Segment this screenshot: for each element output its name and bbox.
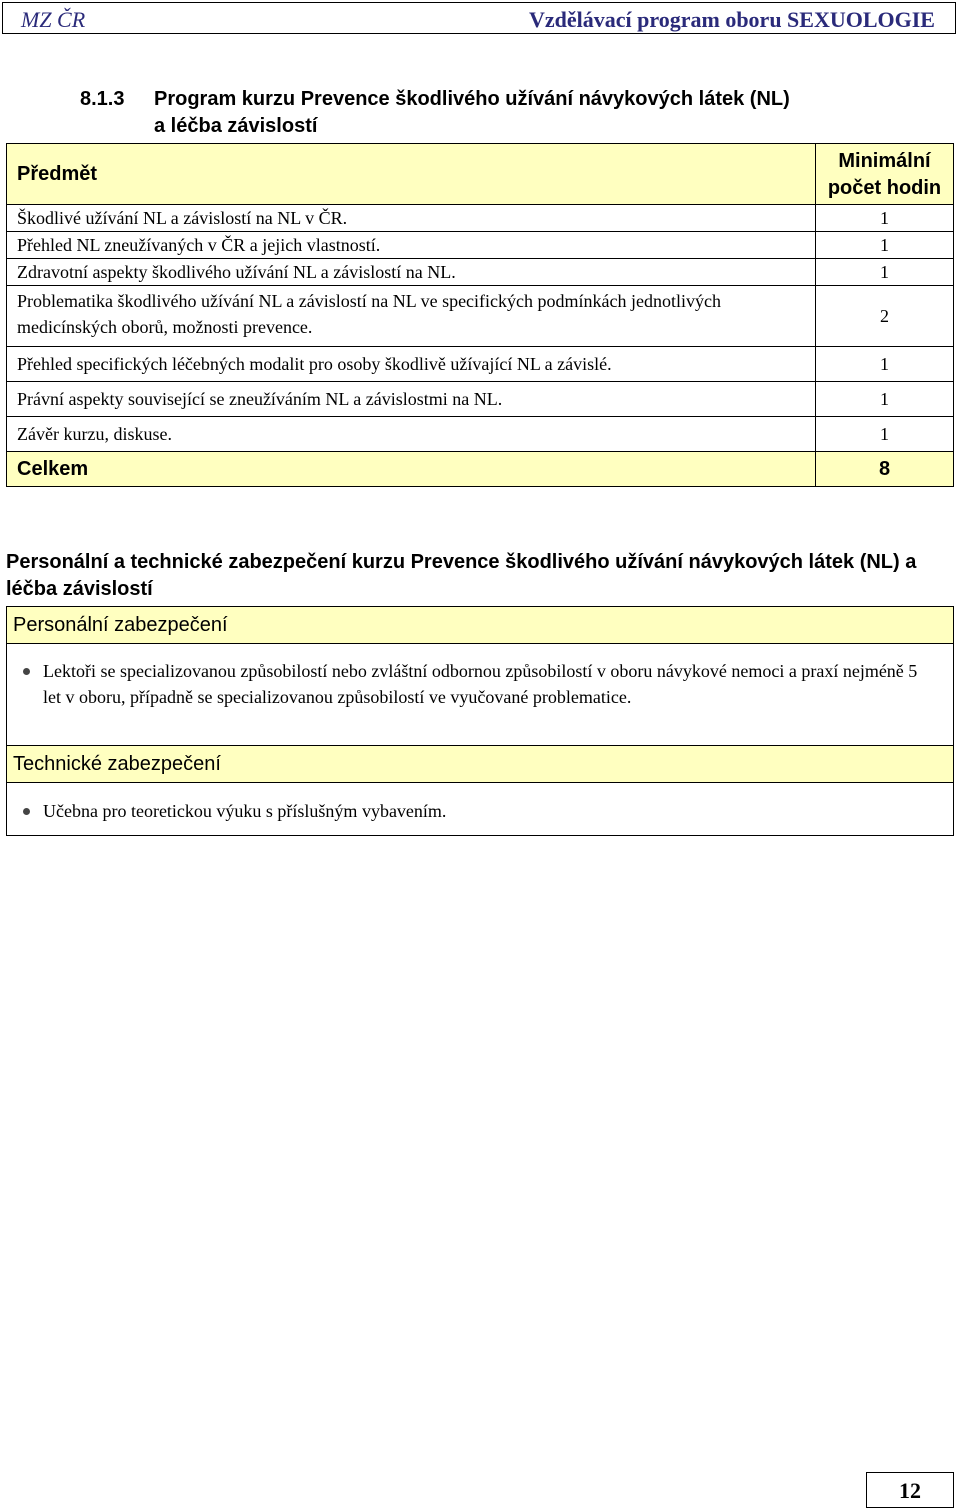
table-row bbox=[7, 232, 954, 259]
row-subject: Přehled NL zneužívaných v ČR a jejich vlastností. bbox=[7, 232, 816, 259]
personal-staffing-box bbox=[6, 606, 954, 746]
list-item bbox=[7, 658, 953, 710]
table-row bbox=[7, 286, 954, 347]
staffing-heading: Personální a technické zabezpečení kurzu Prevence škodlivého užívání návykových látek (NL) a léčba závislostí bbox=[6, 551, 917, 600]
row-hours: 1 bbox=[816, 259, 954, 286]
row-hours: 1 bbox=[816, 382, 954, 417]
table-row bbox=[7, 205, 954, 232]
list-item-text: Lektoři se specializovanou způsobilostí nebo zvláštní odbornou způsobilostí v oboru návykové nemoci a praxí nejméně 5 let v oboru, případně se specializovanou způsobilostí ve vyučované problematice. bbox=[43, 661, 918, 707]
row-hours: 1 bbox=[816, 417, 954, 452]
bullet-icon bbox=[23, 668, 30, 675]
table-row bbox=[7, 382, 954, 417]
row-hours: 1 bbox=[816, 347, 954, 382]
header-program-title: Vzdělávací program oboru SEXUOLOGIE bbox=[528, 7, 935, 32]
section-title-line2: a léčba závislostí bbox=[154, 115, 318, 137]
row-subject: Problematika škodlivého užívání NL a závislostí na NL ve specifických podmínkách jednotlivých medicínských oborů, možnosti prevence. bbox=[7, 286, 816, 347]
row-subject: Zdravotní aspekty škodlivého užívání NL a závislostí na NL. bbox=[7, 259, 816, 286]
list-item bbox=[7, 798, 953, 824]
table-header-row bbox=[7, 144, 954, 205]
row-hours: 1 bbox=[816, 232, 954, 259]
total-label: Celkem bbox=[7, 452, 816, 487]
row-subject: Škodlivé užívání NL a závislostí na NL v ČR. bbox=[7, 205, 816, 232]
row-hours: 2 bbox=[816, 286, 954, 347]
row-subject: Právní aspekty související se zneužíváním NL a závislostmi na NL. bbox=[7, 382, 816, 417]
table-total-row bbox=[7, 452, 954, 487]
section-title-line1: Program kurzu Prevence škodlivého užívání návykových látek (NL) bbox=[154, 88, 790, 110]
row-subject: Závěr kurzu, diskuse. bbox=[7, 417, 816, 452]
table-row bbox=[7, 417, 954, 452]
column-header-hours-line1: Minimální bbox=[838, 150, 931, 172]
header-ministry: MZ ČR bbox=[21, 7, 86, 32]
table-row bbox=[7, 259, 954, 286]
course-table bbox=[6, 143, 954, 487]
bullet-icon bbox=[23, 808, 30, 815]
section-title bbox=[80, 86, 940, 140]
personal-staffing-list bbox=[7, 644, 953, 710]
section-number: 8.1.3 bbox=[80, 88, 125, 110]
list-item-text: Učebna pro teoretickou výuku s příslušným vybavením. bbox=[43, 801, 447, 821]
column-header-hours-line2: počet hodin bbox=[827, 177, 942, 199]
technical-staffing-title: Technické zabezpečení bbox=[7, 746, 953, 783]
page-header bbox=[2, 2, 956, 34]
row-hours: 1 bbox=[816, 205, 954, 232]
personal-staffing-title: Personální zabezpečení bbox=[7, 607, 953, 644]
page-number: 12 bbox=[866, 1472, 954, 1508]
technical-staffing-box bbox=[6, 745, 954, 836]
row-subject: Přehled specifických léčebných modalit pro osoby škodlivě užívající NL a závislé. bbox=[7, 347, 816, 382]
column-header-subject: Předmět bbox=[7, 144, 816, 205]
total-hours: 8 bbox=[816, 452, 954, 487]
technical-staffing-list bbox=[7, 783, 953, 824]
column-header-hours bbox=[816, 144, 954, 205]
table-row bbox=[7, 347, 954, 382]
